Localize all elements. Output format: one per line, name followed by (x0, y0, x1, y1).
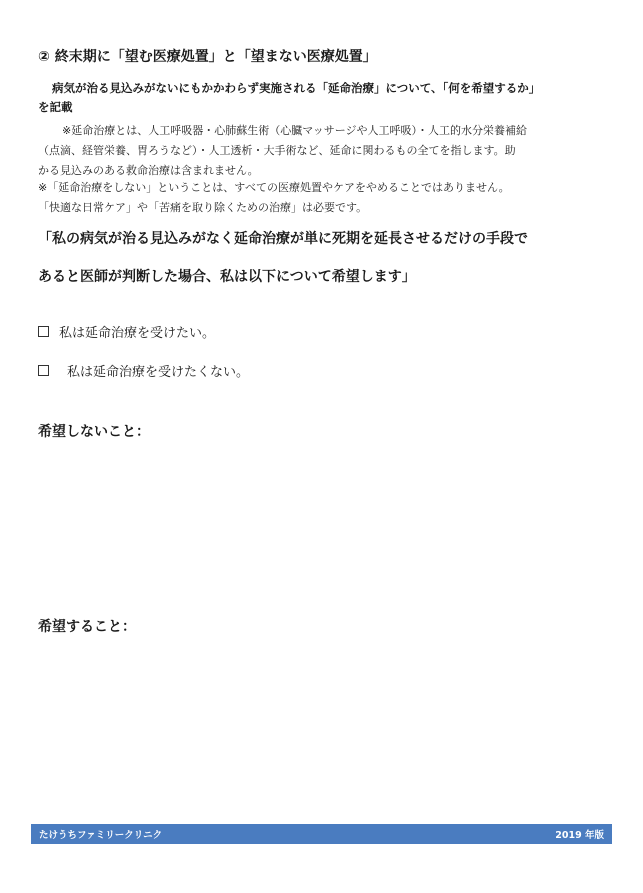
wanted-label: 希望すること： (38, 619, 136, 635)
option-refuse-treatment-label: 私は延命治療を受けたくない。 (67, 365, 250, 380)
note-life-prolonging-definition (38, 121, 613, 181)
instruction-text (38, 79, 610, 117)
instruction-line-2: を記載 (38, 100, 73, 114)
footer-clinic-name: たけうちファミリークリニク (39, 830, 163, 841)
statement-line-2: あると医師が判断した場合、私は以下について希望します」 (38, 269, 416, 285)
option-refuse-treatment[interactable] (38, 361, 249, 380)
not-wanted-label: 希望しないこと： (38, 424, 150, 440)
note-care-continues (38, 178, 613, 218)
note-2-line-2: 「快適な日常ケア」や「苦痛を取り除くための治療」は必要です。 (38, 201, 368, 214)
option-want-treatment[interactable] (38, 322, 215, 341)
note-2-line-1: ※「延命治療をしない」ということは、すべての医療処置やケアをやめることではありません。 (38, 181, 510, 194)
checkbox-refuse-treatment[interactable] (38, 365, 49, 376)
footer-edition: 2019 年版 (555, 830, 604, 841)
statement-line-1: 「私の病気が治る見込みがなく延命治療が単に死期を延長させるだけの手段で (38, 231, 528, 247)
note-1-line-3: かる見込みのある救命治療は含まれません。 (38, 164, 259, 177)
section-title: ② 終末期に「望む医療処置」と「望まない医療処置」 (38, 49, 377, 65)
note-1-line-1: ※延命治療とは、人工呼吸器・心肺蘇生術（心臓マッサージや人工呼吸）・人工的水分栄養補給 (62, 124, 528, 137)
footer-bar (31, 824, 612, 844)
checkbox-want-treatment[interactable] (38, 326, 49, 337)
note-1-line-2: （点滴、経管栄養、胃ろうなど）・人工透析・大手術など、延命に関わるもの全てを指します。助 (38, 144, 516, 157)
instruction-line-1: 病気が治る見込みがないにもかかわらず実施される「延命治療」について、「何を希望するか」 (52, 81, 541, 95)
option-want-treatment-label: 私は延命治療を受けたい。 (59, 326, 216, 341)
